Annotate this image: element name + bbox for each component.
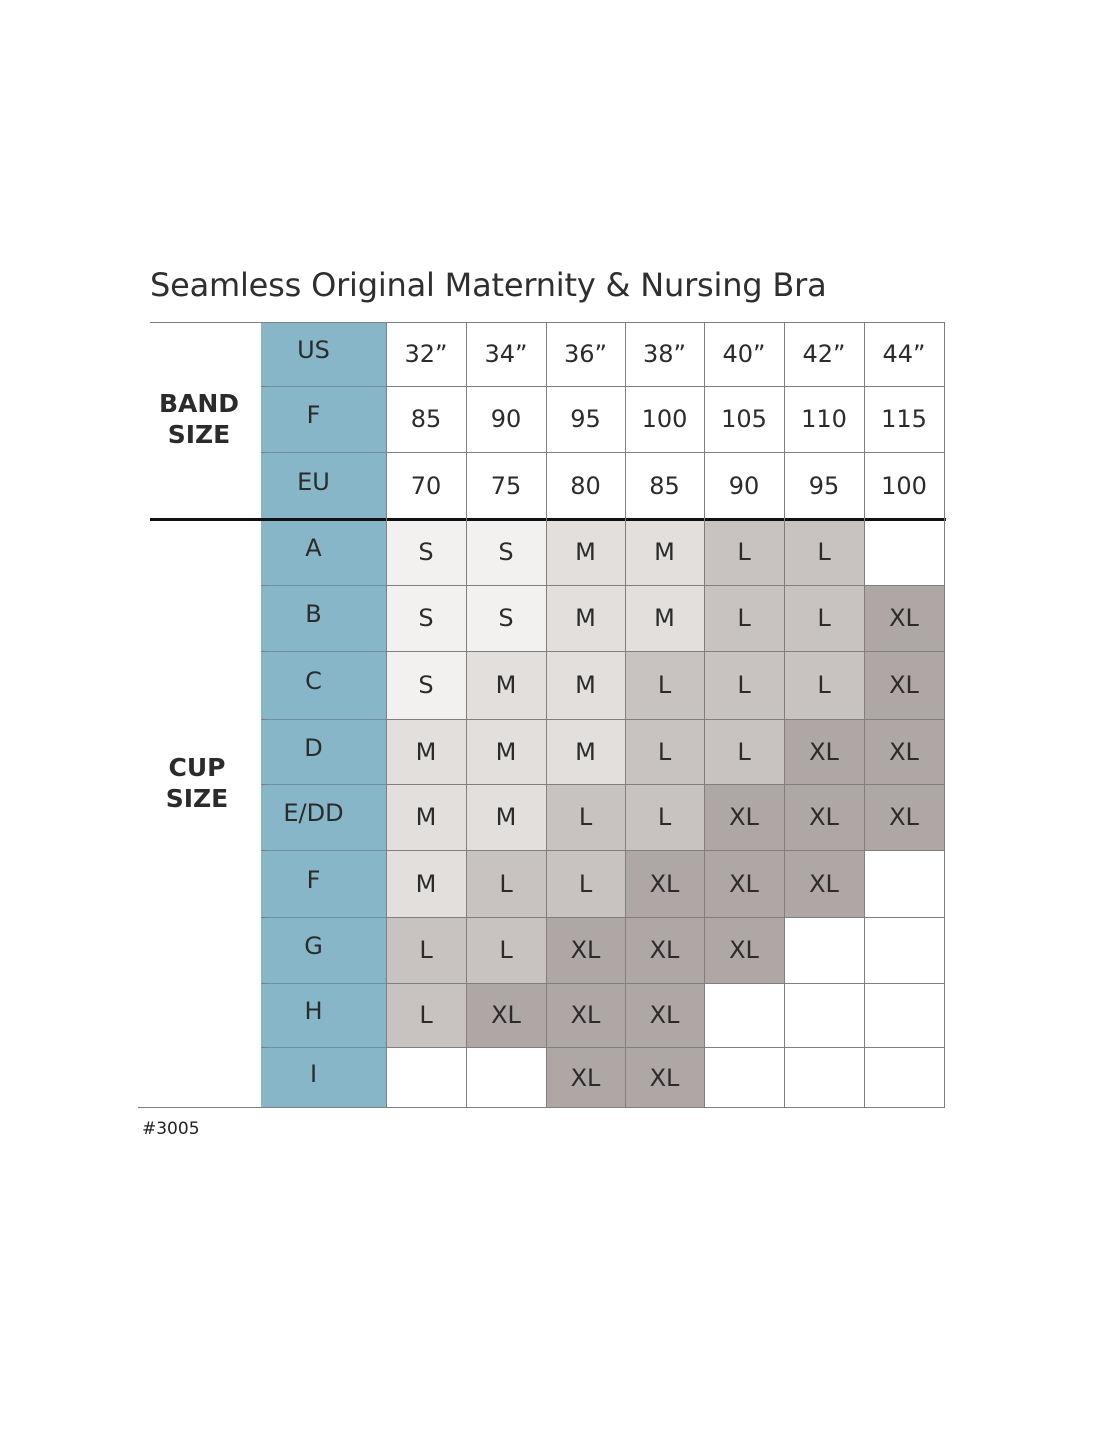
- garment-size-cell: XL: [625, 1047, 704, 1108]
- cup-row-label: A: [305, 534, 322, 562]
- band-row-label: F: [306, 401, 321, 429]
- garment-size-cell: M: [625, 519, 704, 585]
- band-size-cell: 85: [410, 405, 442, 433]
- garment-size-cell: M: [546, 519, 625, 585]
- label-column-divider: [267, 651, 386, 652]
- garment-size-cell: XL: [704, 850, 784, 917]
- label-column-divider: [267, 1047, 386, 1048]
- garment-size-cell: [386, 1047, 466, 1108]
- band-size-cell: 95: [570, 405, 601, 433]
- cup-row-label: D: [304, 733, 323, 762]
- garment-size-cell: [864, 983, 944, 1047]
- band-size-cell: 110: [801, 405, 847, 433]
- garment-size-cell: XL: [546, 917, 625, 983]
- garment-size-cell: XL: [546, 1047, 625, 1108]
- garment-size-cell: L: [386, 917, 466, 983]
- band-size-cell: 70: [410, 471, 442, 500]
- garment-size-cell: [784, 983, 864, 1047]
- band-size-cell: 95: [808, 471, 840, 500]
- garment-size-cell: L: [704, 719, 784, 784]
- cup-row-label: C: [305, 667, 322, 695]
- band-size-cell: 90: [728, 471, 760, 500]
- garment-size-cell: [864, 1047, 944, 1108]
- garment-size-cell: L: [546, 850, 625, 917]
- grid-column-line: [386, 322, 387, 1108]
- garment-size-cell: [864, 917, 944, 983]
- garment-size-cell: XL: [704, 784, 784, 850]
- grid-column-line: [546, 322, 547, 1108]
- garment-size-cell: S: [466, 585, 546, 651]
- cup-size-label-line: CUP: [168, 753, 226, 782]
- label-column-divider: [267, 452, 386, 453]
- band-size-cell: 42”: [802, 340, 846, 368]
- band-size-label: [150, 388, 248, 452]
- garment-size-cell: L: [784, 519, 864, 585]
- label-column-divider: [267, 850, 386, 851]
- garment-size-cell: L: [704, 519, 784, 585]
- label-column-divider: [267, 983, 386, 984]
- chart-title: Seamless Original Maternity & Nursing Bra: [150, 266, 827, 304]
- band-size-cell: 90: [490, 405, 522, 433]
- garment-size-cell: XL: [625, 850, 704, 917]
- garment-size-cell: S: [386, 519, 466, 585]
- garment-size-cell: L: [546, 784, 625, 850]
- cup-size-label-line: SIZE: [165, 784, 229, 813]
- garment-size-cell: M: [625, 585, 704, 651]
- garment-size-cell: L: [704, 651, 784, 719]
- band-row-label: US: [297, 336, 330, 364]
- band-size-cell: 105: [721, 405, 767, 433]
- label-column-divider: [267, 784, 386, 785]
- garment-size-cell: L: [386, 983, 466, 1047]
- garment-size-cell: XL: [864, 651, 944, 719]
- band-size-cell: 100: [641, 405, 688, 433]
- garment-size-cell: XL: [784, 719, 864, 784]
- cup-row-label: F: [306, 865, 321, 894]
- cup-row-label: I: [309, 1059, 318, 1088]
- garment-size-cell: S: [386, 585, 466, 651]
- garment-size-cell: M: [386, 784, 466, 850]
- garment-size-cell: XL: [864, 585, 944, 651]
- cup-row-label: H: [304, 997, 323, 1025]
- band-size-label-line: SIZE: [167, 420, 231, 449]
- garment-size-cell: XL: [784, 784, 864, 850]
- garment-size-cell: [864, 519, 944, 585]
- garment-size-cell: L: [625, 719, 704, 784]
- band-size-cell: 100: [881, 471, 927, 500]
- band-cup-separator: [150, 518, 946, 521]
- garment-size-cell: L: [625, 651, 704, 719]
- garment-size-cell: S: [466, 519, 546, 585]
- band-size-cell: 80: [570, 471, 601, 500]
- garment-size-cell: L: [784, 651, 864, 719]
- garment-size-cell: L: [466, 917, 546, 983]
- grid-line: [150, 322, 944, 323]
- band-size-cell: 85: [649, 471, 680, 500]
- garment-size-cell: [784, 1047, 864, 1108]
- label-column-divider: [267, 585, 386, 586]
- grid-column-line: [944, 322, 945, 1108]
- garment-size-cell: XL: [784, 850, 864, 917]
- cup-row-label: E/DD: [283, 799, 344, 827]
- garment-size-cell: S: [386, 651, 466, 719]
- cup-size-label: [150, 752, 244, 816]
- garment-size-cell: [466, 1047, 546, 1108]
- band-size-cell: 75: [490, 471, 522, 500]
- garment-size-cell: [864, 850, 944, 917]
- cup-row-label: B: [305, 600, 322, 628]
- garment-size-cell: L: [466, 850, 546, 917]
- garment-size-cell: XL: [864, 784, 944, 850]
- band-size-cell: 36”: [564, 340, 607, 368]
- grid-column-line: [864, 322, 865, 1108]
- label-column-divider: [267, 917, 386, 918]
- band-size-label-line: BAND: [158, 389, 240, 418]
- label-column-divider: [267, 719, 386, 720]
- garment-size-cell: L: [784, 585, 864, 651]
- garment-size-cell: M: [546, 585, 625, 651]
- garment-size-cell: M: [466, 719, 546, 784]
- band-size-cell: 44”: [882, 340, 926, 368]
- garment-size-cell: M: [386, 719, 466, 784]
- band-size-cell: 32”: [404, 340, 448, 368]
- garment-size-cell: [704, 983, 784, 1047]
- garment-size-cell: L: [625, 784, 704, 850]
- label-column-divider: [267, 386, 386, 387]
- garment-size-cell: XL: [864, 719, 944, 784]
- grid-column-line: [625, 322, 626, 1108]
- garment-size-cell: L: [704, 585, 784, 651]
- garment-size-cell: M: [546, 651, 625, 719]
- band-row-label: EU: [297, 467, 330, 496]
- garment-size-cell: M: [546, 719, 625, 784]
- garment-size-cell: M: [466, 784, 546, 850]
- garment-size-cell: XL: [625, 983, 704, 1047]
- grid-bottom-line: [138, 1107, 944, 1108]
- garment-size-cell: XL: [546, 983, 625, 1047]
- grid-column-line: [704, 322, 705, 1108]
- garment-size-cell: M: [466, 651, 546, 719]
- garment-size-cell: [784, 917, 864, 983]
- grid-column-line: [784, 322, 785, 1108]
- cup-row-label: G: [304, 932, 323, 960]
- garment-size-cell: XL: [625, 917, 704, 983]
- band-size-cell: 38”: [643, 340, 686, 368]
- band-size-cell: 40”: [722, 340, 766, 368]
- garment-size-cell: XL: [466, 983, 546, 1047]
- band-size-cell: 115: [881, 405, 927, 433]
- garment-size-cell: XL: [704, 917, 784, 983]
- band-size-cell: 34”: [484, 340, 528, 368]
- grid-column-line: [466, 322, 467, 1108]
- garment-size-cell: M: [386, 850, 466, 917]
- product-code: #3005: [142, 1119, 200, 1139]
- garment-size-cell: [704, 1047, 784, 1108]
